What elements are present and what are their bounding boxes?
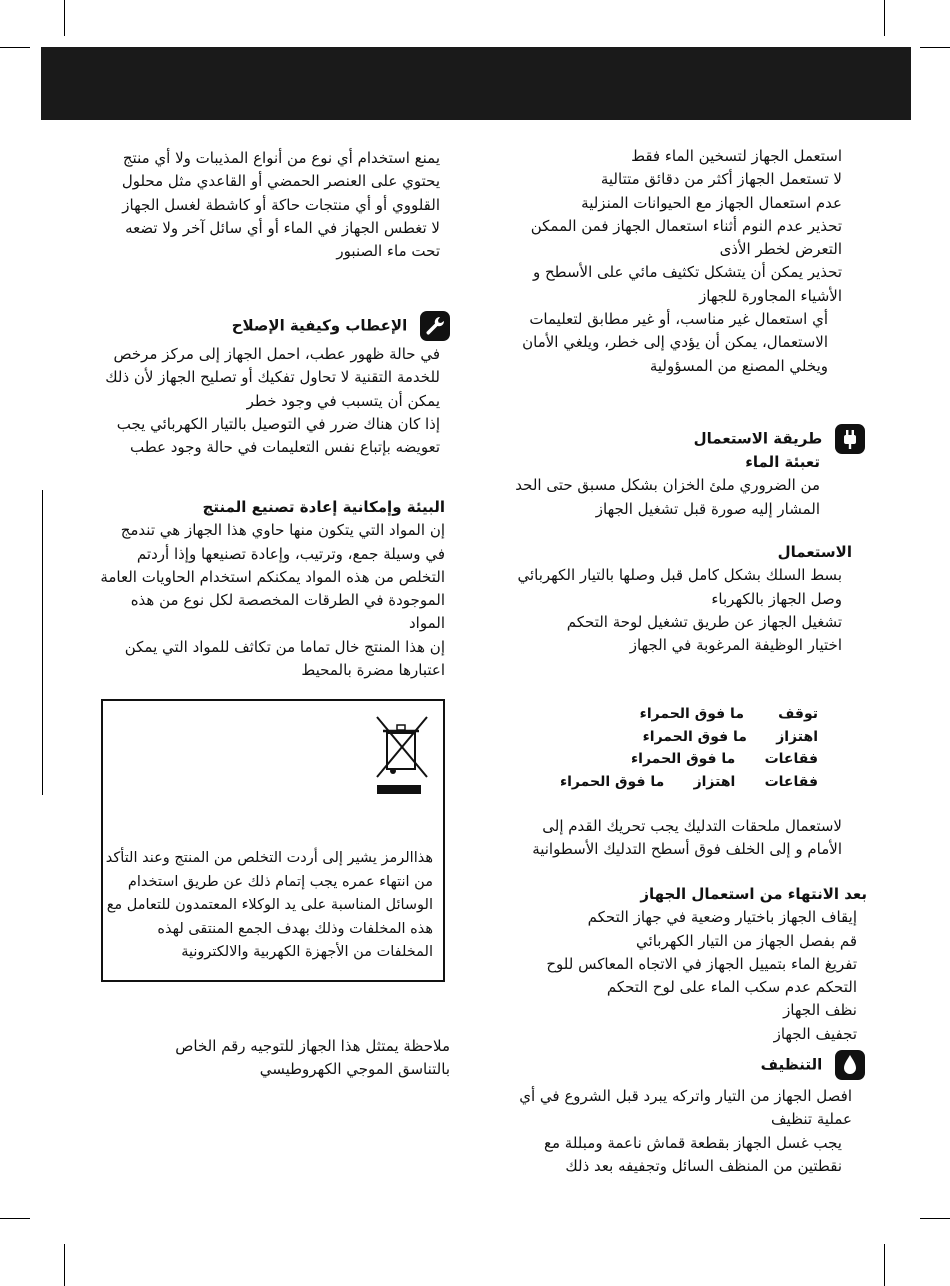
intro-paragraph: تحذير يمكن أن يتشكل تكثيف مائي على الأسطح و الأشياء المجاورة للجهاز bbox=[532, 263, 842, 305]
crop-mark bbox=[64, 0, 65, 36]
fill-text: من الضروري ملئ الخزان بشكل مسبق حتى الحد المشار إليه صورة قبل تشغيل الجهاز bbox=[515, 476, 820, 518]
setting-mode: اهتزاز bbox=[776, 728, 818, 745]
wrench-icon bbox=[420, 311, 450, 341]
usage-heading bbox=[600, 424, 865, 454]
after-step: قم بفصل الجهاز من التيار الكهربائي bbox=[636, 931, 857, 950]
env-step: إن هذا المنتج خال تماما من تكاثف للمواد التي يمكن اعتبارها مضرة بالمحيط bbox=[124, 637, 445, 680]
fill-section bbox=[512, 451, 820, 521]
fill-title: تعبئة الماء bbox=[745, 453, 820, 471]
repair-step: في حالة ظهور عطب، احمل الجهاز إلى مركز مرخص للخدمة التقنية لا تحاول تفكيك أو تصليح الجهاز لأن ذلك يمكن أن يتسبب في وجود خطر bbox=[105, 345, 440, 410]
setting-extra: ما فوق الحمراء bbox=[559, 773, 665, 790]
after-step: تجفيف الجهاز bbox=[773, 1024, 857, 1043]
use-step: بسط السلك بشكل كامل قبل وصلها بالتيار الكهربائي bbox=[517, 566, 842, 585]
setting-mode: فقاعات bbox=[764, 751, 818, 767]
crossed-bin-icon bbox=[373, 715, 433, 801]
settings-row bbox=[560, 748, 818, 771]
weee-box bbox=[101, 699, 445, 982]
env-title: البيئة وإمكانية إعادة تصنيع المنتج bbox=[202, 498, 445, 516]
setting-extra: ما فوق الحمراء bbox=[642, 728, 747, 745]
repair-heading bbox=[230, 311, 450, 341]
weee-text: هذاالرمز يشير إلى أردت التخلص من المنتج وعند التأكد من انتهاء عمره يجب إتمام ذلك عن طريق استخدام الوسائل المناسبة على يد الوكلاء المعتمدون للتعامل مع هذه المخلفات وذلك بهدف الجمع المنتقى لهذه المخلفات من الأجهزة الكهربية والالكترونية bbox=[105, 850, 433, 960]
clean-heading bbox=[690, 1050, 865, 1080]
crop-mark bbox=[64, 1244, 65, 1286]
clean-step: يجب غسل الجهاز بقطعة قماش ناعمة ومبللة مع نقطتين من المنظف السائل وتجفيفه بعد ذلك bbox=[544, 1133, 842, 1175]
repair-step: إذا كان هناك ضرر في التوصيل بالتيار الكهربائي يجب تعويضه بإتباع نفس التعليمات في حالة وجود عطب bbox=[116, 414, 440, 457]
setting-mode: توقف bbox=[778, 706, 818, 722]
after-step: إيقاف الجهاز باختيار وضعية في جهاز التحكم bbox=[587, 908, 857, 927]
repair-section bbox=[100, 343, 440, 459]
clean-section bbox=[512, 1085, 852, 1178]
header-bar bbox=[41, 47, 911, 120]
use-step: اختيار الوظيفة المرغوبة في الجهاز bbox=[629, 636, 842, 655]
setting-extra: ما فوق الحمراء bbox=[631, 751, 736, 767]
use-title: الاستعمال bbox=[777, 543, 852, 561]
massage-note-block bbox=[512, 815, 842, 862]
use-section bbox=[512, 541, 852, 657]
setting-mode: فقاعات bbox=[764, 773, 818, 790]
plug-icon bbox=[835, 424, 865, 454]
repair-title: الإعطاب وكيفية الإصلاح bbox=[231, 316, 408, 335]
crop-mark bbox=[920, 1218, 950, 1219]
setting-mode-2: اهتزاز bbox=[693, 773, 736, 790]
crop-mark bbox=[0, 47, 30, 48]
intro-paragraph: استعمل الجهاز لتسخين الماء فقط bbox=[631, 147, 842, 165]
crop-mark bbox=[42, 490, 43, 795]
intro-paragraph: أي استعمال غير مناسب، أو غير مطابق لتعليمات الاستعمال، يمكن أن يؤدي إلى خطر، ويلغي الأمان ويخلي المصنع من المسؤولية bbox=[522, 310, 828, 375]
after-step: تفريغ الماء بتمييل الجهاز في الاتجاه المعاكس للوح التحكم عدم سكب الماء على لوح التحكم bbox=[546, 954, 857, 997]
usage-title: طريقة الاستعمال bbox=[693, 429, 823, 448]
intro-paragraph: لا تستعمل الجهاز أكثر من دقائق متتالية bbox=[600, 170, 842, 189]
water-drop-icon bbox=[835, 1050, 865, 1080]
settings-row bbox=[560, 726, 818, 749]
massage-note: لاستعمال ملحقات التدليك يجب تحريك القدم إلى الأمام و إلى الخلف فوق أسطح التدليك الأسطوانية bbox=[532, 817, 842, 859]
env-step: إن المواد التي يتكون منها حاوي هذا الجهاز هي تندمج في وسيلة جمع، وترتيب، وإعادة تصنيعها وإذا أردتم التخلص من هذه المواد يمكنكم استخدام الحاويات العامة الموجودة في الطرقات المخصصة لكل نوع من هذه المواد bbox=[100, 521, 445, 633]
right-column bbox=[512, 145, 842, 378]
crop-mark bbox=[920, 47, 950, 48]
after-step: نظف الجهاز bbox=[783, 1001, 857, 1020]
compliance-note: ملاحظة يمتثل هذا الجهاز للتوجيه رقم الخاص بالتناسق الموجي الكهروطيسي bbox=[175, 1037, 450, 1079]
intro-paragraph: تحذير عدم النوم أثناء استعمال الجهاز فمن الممكن التعرض لخطر الأذى bbox=[530, 216, 842, 259]
note-block bbox=[170, 1035, 450, 1082]
use-step: وصل الجهاز بالكهرباء bbox=[711, 589, 842, 608]
crop-mark bbox=[884, 1244, 885, 1286]
setting-extra: ما فوق الحمراء bbox=[639, 706, 744, 722]
after-section bbox=[512, 883, 867, 1046]
crop-mark bbox=[0, 1218, 30, 1219]
settings-list bbox=[560, 703, 818, 793]
intro-paragraph: لا تغطس الجهاز في الماء أو أي سائل آخر ولا تضعه تحت ماء الصنبور bbox=[125, 218, 440, 261]
settings-row bbox=[560, 703, 818, 726]
left-intro bbox=[100, 147, 440, 263]
clean-step: افصل الجهاز من التيار واتركه يبرد قبل الشروع في أي عملية تنظيف bbox=[519, 1087, 852, 1129]
env-section bbox=[100, 496, 445, 682]
after-title: بعد الانتهاء من استعمال الجهاز bbox=[640, 885, 867, 903]
crop-mark bbox=[884, 0, 885, 36]
clean-title: التنظيف bbox=[760, 1055, 823, 1074]
use-step: تشغيل الجهاز عن طريق تشغيل لوحة التحكم bbox=[566, 612, 842, 631]
intro-paragraph: عدم استعمال الجهاز مع الحيوانات المنزلية bbox=[581, 193, 842, 212]
intro-paragraph: يمنع استخدام أي نوع من أنواع المذيبات ولا أي منتج يحتوي على العنصر الحمضي أو القاعدي مثل محلول القلووي أو أي منتجات حاكة أو كاشطة لغسل الجهاز bbox=[121, 149, 440, 214]
settings-row bbox=[560, 771, 818, 794]
